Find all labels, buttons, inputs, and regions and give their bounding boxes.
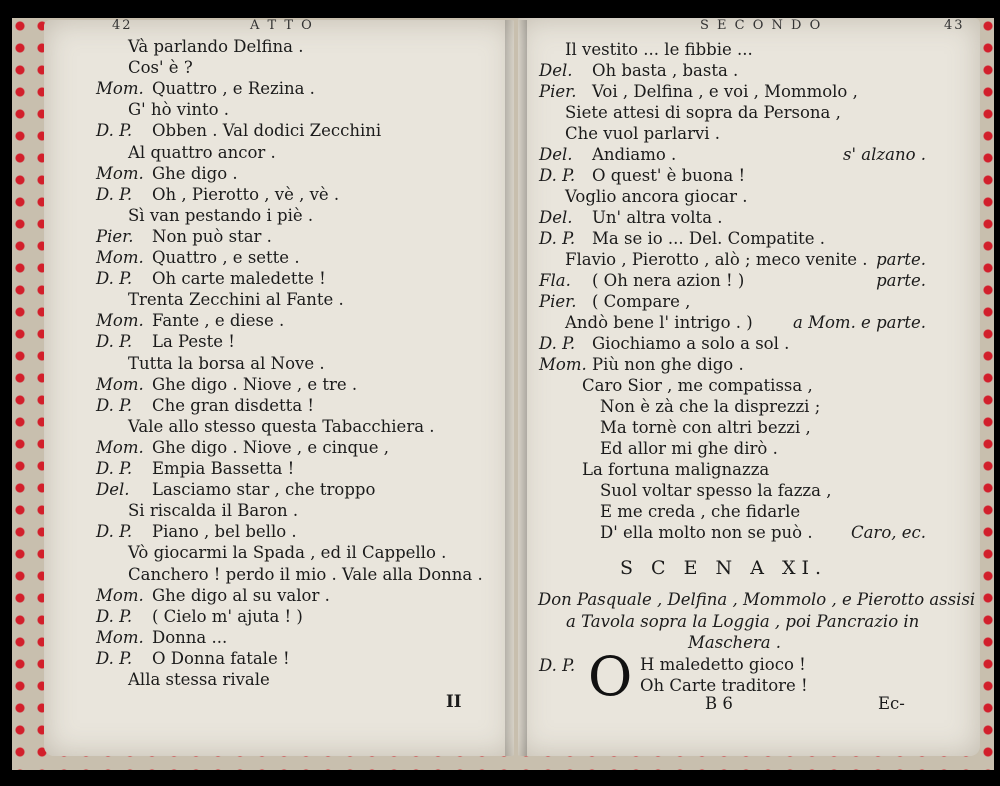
dialogue-line: Ghe digo al su valor . bbox=[152, 585, 330, 605]
left-page-number: 42 bbox=[112, 18, 133, 33]
dialogue-line: Vò giocarmi la Spada , ed il Cappello . bbox=[128, 543, 447, 563]
speaker-label: Mom. bbox=[96, 163, 144, 183]
right-running-header: S E C O N D O bbox=[700, 18, 823, 33]
speaker-label: Pier. bbox=[539, 292, 577, 311]
dialogue-line: ( Cielo m' ajuta ! ) bbox=[152, 606, 303, 626]
dialogue-line: Ghe digo . Niove , e tre . bbox=[152, 374, 358, 394]
stage-direction-line: Maschera . bbox=[688, 633, 782, 652]
dialogue-line: G' hò vinto . bbox=[128, 100, 230, 120]
dialogue-line: Il vestito ... le fibbie ... bbox=[565, 40, 753, 59]
dialogue-line: Obben . Val dodici Zecchini bbox=[152, 121, 382, 141]
dialogue-line: Ma tornè con altri bezzi , bbox=[600, 418, 811, 437]
speaker-label: Mom. bbox=[539, 355, 587, 374]
dialogue-line: Fante , e diese . bbox=[152, 311, 285, 331]
stage-aside: parte. bbox=[876, 250, 926, 269]
stage-direction-line: Don Pasquale , Delfina , Mommolo , e Pierotto assisi bbox=[538, 590, 976, 609]
speaker-label: Mom. bbox=[96, 79, 144, 99]
speaker-label: D. P. bbox=[96, 184, 133, 204]
dialogue-line: Alla stessa rivale bbox=[128, 670, 270, 689]
speaker-label: Pier. bbox=[96, 226, 134, 246]
dialogue-line: Và parlando Delfina . bbox=[128, 37, 304, 56]
dialogue-line: Empia Bassetta ! bbox=[152, 459, 295, 478]
speaker-label: Del. bbox=[539, 61, 573, 80]
speaker-label: Del. bbox=[539, 208, 573, 227]
dialogue-line: Andò bene l' intrigo . ) bbox=[565, 313, 753, 332]
dialogue-line: Tutta la borsa al Nove . bbox=[128, 353, 325, 373]
dialogue-line: Più non ghe digo . bbox=[592, 355, 744, 374]
dialogue-line: Voglio ancora giocar . bbox=[565, 187, 748, 206]
dialogue-line: Andiamo . bbox=[592, 145, 677, 164]
dialogue-line: Cos' è ? bbox=[128, 58, 193, 78]
right-page-number: 43 bbox=[944, 18, 965, 33]
speaker-label: Mom. bbox=[96, 248, 144, 267]
dialogue-line: Vale allo stesso questa Tabacchiera . bbox=[128, 416, 435, 436]
book-gutter bbox=[505, 20, 527, 756]
speaker-label: Mom. bbox=[96, 627, 144, 647]
speaker-label: Mom. bbox=[96, 374, 144, 394]
stage-aside: s' alzano . bbox=[843, 145, 926, 164]
speaker-label: Pier. bbox=[539, 82, 577, 101]
speaker-label: D. P. bbox=[96, 121, 133, 141]
dialogue-line: Lasciamo star , che troppo bbox=[152, 480, 376, 500]
left-running-header: A T T O bbox=[250, 18, 314, 33]
dialogue-line: Non può star . bbox=[152, 226, 272, 246]
stage-aside: Caro, ec. bbox=[850, 523, 926, 542]
speaker-label: Del. bbox=[539, 145, 573, 164]
speaker-label: D. P. bbox=[96, 606, 133, 626]
speaker-label: D. P. bbox=[539, 229, 576, 248]
dialogue-line: Oh carte maledette ! bbox=[152, 269, 326, 289]
dialogue-line: Siete attesi di sopra da Persona , bbox=[565, 103, 841, 122]
dialogue-line: ( Oh nera azion ! ) bbox=[592, 271, 745, 290]
speaker-label: Del. bbox=[96, 480, 130, 500]
speaker-label: Mom. bbox=[96, 585, 144, 605]
dialogue-line: Ed allor mi ghe dirò . bbox=[600, 439, 778, 458]
dialogue-line: Quattro , e Rezina . bbox=[152, 79, 315, 99]
dialogue-line: Caro Sior , me compatissa , bbox=[582, 376, 813, 395]
dialogue-line: Non è zà che la disprezzi ; bbox=[600, 397, 821, 416]
stage-aside: a Mom. e parte. bbox=[793, 313, 926, 332]
speaker-label: D. P. bbox=[96, 648, 133, 668]
scene-title: S C E N A XI. bbox=[620, 557, 828, 579]
right-signature: B 6 bbox=[705, 694, 733, 713]
speaker-label: D. P. bbox=[96, 522, 133, 542]
dialogue-line: La Peste ! bbox=[152, 332, 235, 352]
dialogue-line: Ghe digo . bbox=[152, 163, 238, 183]
stage-aside: parte. bbox=[876, 271, 926, 290]
dialogue-line: Oh , Pierotto , vè , vè . bbox=[152, 184, 340, 204]
dialogue-line: Che vuol parlarvi . bbox=[565, 124, 721, 143]
left-signature: II bbox=[446, 692, 462, 711]
dialogue-line: O quest' è buona ! bbox=[592, 166, 746, 185]
speaker-label: D. P. bbox=[539, 656, 576, 675]
speaker-label: D. P. bbox=[539, 334, 576, 353]
speaker-label: D. P. bbox=[96, 395, 133, 415]
dialogue-line: Oh basta , basta . bbox=[592, 61, 739, 80]
dialogue-line: ( Compare , bbox=[592, 292, 691, 311]
stage-direction-line: a Tavola sopra la Loggia , poi Pancrazio in bbox=[566, 612, 920, 631]
dialogue-line: Al quattro ancor . bbox=[128, 142, 276, 162]
dialogue-line: D' ella molto non se può . bbox=[600, 523, 813, 542]
dialogue-line: Suol voltar spesso la fazza , bbox=[600, 481, 832, 500]
dialogue-line: Flavio , Pierotto , alò ; meco venite . bbox=[565, 250, 868, 269]
dialogue-line: Giochiamo a solo a sol . bbox=[592, 334, 790, 353]
verse-line: H maledetto gioco ! bbox=[640, 655, 806, 674]
dialogue-line: Ma se io ... Del. Compatite . bbox=[592, 229, 826, 248]
speaker-label: D. P. bbox=[539, 166, 576, 185]
catchword: Ec- bbox=[878, 694, 905, 713]
speaker-label: Mom. bbox=[96, 311, 144, 331]
dialogue-line: Piano , bel bello . bbox=[152, 522, 297, 542]
speaker-label: D. P. bbox=[96, 269, 133, 289]
speaker-label: D. P. bbox=[96, 459, 133, 478]
dialogue-line: Un' altra volta . bbox=[592, 208, 723, 227]
dialogue-line: Che gran disdetta ! bbox=[152, 395, 315, 415]
dialogue-line: Quattro , e sette . bbox=[152, 248, 300, 267]
verse-line: Oh Carte traditore ! bbox=[640, 676, 808, 695]
dialogue-line: E me creda , che fidarle bbox=[600, 502, 801, 521]
dialogue-line: Sì van pestando i piè . bbox=[128, 205, 314, 225]
speaker-label: Fla. bbox=[539, 271, 571, 290]
dialogue-line: Trenta Zecchini al Fante . bbox=[128, 290, 344, 310]
dialogue-line: O Donna fatale ! bbox=[152, 648, 290, 668]
dialogue-line: La fortuna malignazza bbox=[582, 460, 770, 479]
dialogue-line: Canchero ! perdo il mio . Vale alla Donna . bbox=[128, 564, 483, 584]
dialogue-line: Voi , Delfina , e voi , Mommolo , bbox=[592, 82, 858, 101]
dialogue-line: Ghe digo . Niove , e cinque , bbox=[152, 437, 389, 457]
drop-cap: O bbox=[588, 645, 633, 708]
dialogue-line: Si riscalda il Baron . bbox=[128, 501, 299, 521]
speaker-label: Mom. bbox=[96, 437, 144, 457]
dialogue-line: Donna ... bbox=[152, 627, 228, 647]
speaker-label: D. P. bbox=[96, 332, 133, 352]
